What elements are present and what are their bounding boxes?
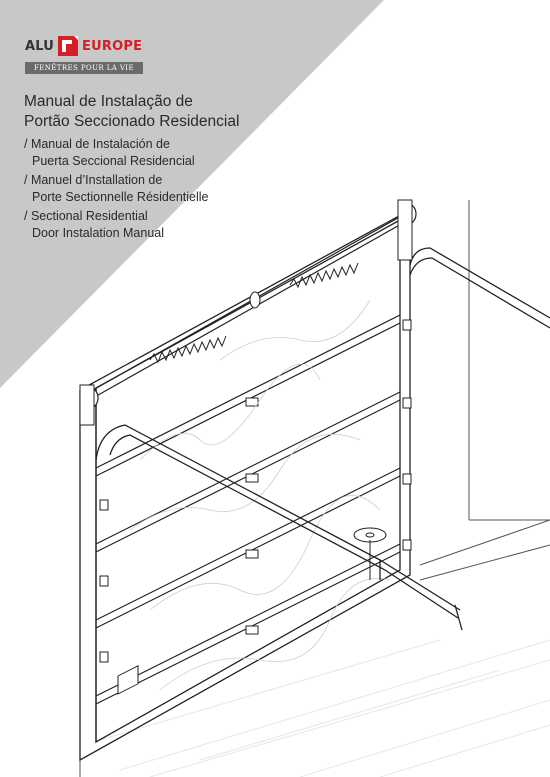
brand-name-right: EUROPE — [82, 38, 143, 54]
door-handle — [118, 666, 138, 694]
subtitle-spanish-line-2: Puerta Seccional Residencial — [32, 153, 195, 168]
main-title-line-2: Portão Seccionado Residencial — [24, 113, 240, 130]
subtitle-english — [24, 208, 239, 241]
subtitle-french — [24, 172, 239, 205]
logo-wordmark — [25, 34, 147, 58]
main-title-line-1: Manual de Instalação de — [24, 93, 193, 110]
logo-mark-icon — [57, 35, 79, 57]
subtitle-french-line-1: / Manuel d’Installation de — [24, 173, 163, 187]
door-panels — [96, 315, 400, 704]
torsion-springs — [150, 263, 358, 362]
title-block — [24, 92, 239, 244]
subtitle-french-line-2: Porte Sectionnelle Résidentielle — [32, 189, 209, 204]
subtitle-spanish-line-1: / Manual de Instalación de — [24, 137, 170, 151]
subtitle-english-line-2: Door Instalation Manual — [32, 225, 165, 240]
brand-logo — [25, 34, 147, 74]
brand-tagline: FENÊTRES POUR LA VIE — [25, 62, 143, 74]
hinges — [100, 320, 411, 662]
main-title — [24, 92, 239, 132]
brand-name-left: ALU — [25, 38, 55, 54]
panel-texture-scribbles — [130, 300, 390, 690]
subtitle-english-line-1: / Sectional Residential — [24, 209, 148, 223]
subtitle-spanish — [24, 136, 239, 169]
